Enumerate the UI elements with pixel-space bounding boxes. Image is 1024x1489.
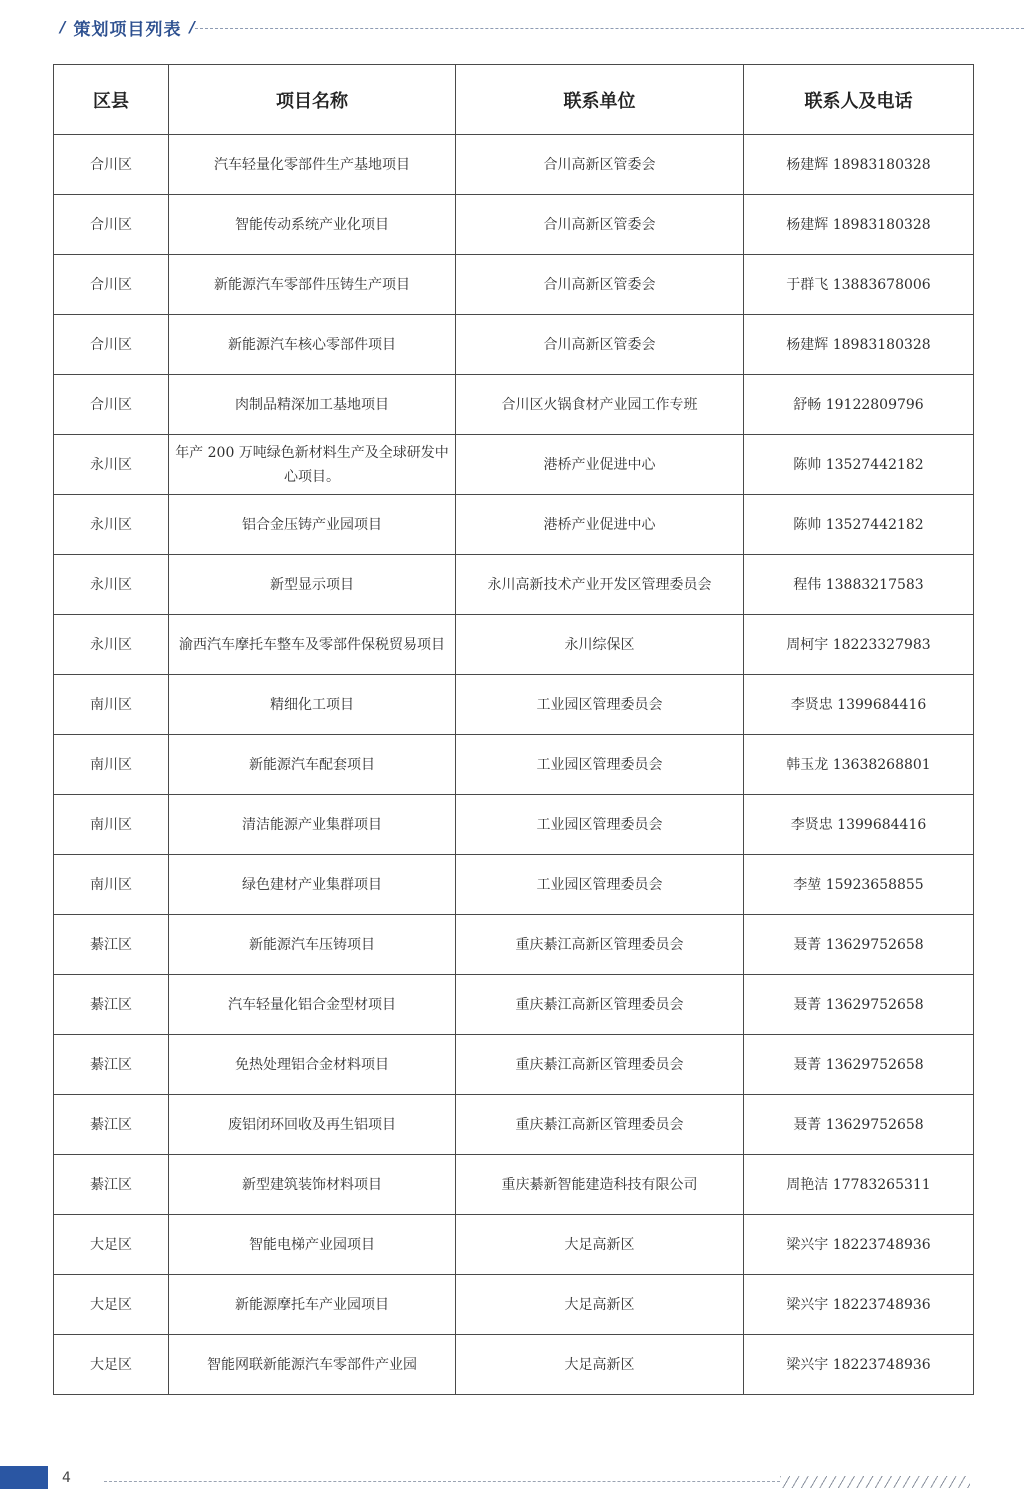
project-name-cell: 新能源汽车配套项目	[169, 735, 456, 795]
table-row	[54, 675, 974, 735]
contact-person-cell: 韩玉龙 13638268801	[744, 735, 974, 795]
contact-person-cell: 周艳洁 17783265311	[744, 1155, 974, 1215]
column-header-contact-unit: 联系单位	[456, 65, 744, 135]
project-name-cell: 智能传动系统产业化项目	[169, 195, 456, 255]
district-cell: 南川区	[54, 855, 169, 915]
table-row	[54, 255, 974, 315]
project-name-cell: 新能源汽车核心零部件项目	[169, 315, 456, 375]
contact-person-cell: 陈帅 13527442182	[744, 435, 974, 495]
contact-unit-cell: 永川综保区	[456, 615, 744, 675]
header-row	[54, 65, 974, 135]
district-cell: 綦江区	[54, 975, 169, 1035]
contact-unit-cell: 工业园区管理委员会	[456, 795, 744, 855]
contact-unit-cell: 大足高新区	[456, 1215, 744, 1275]
district-cell: 南川区	[54, 735, 169, 795]
contact-person-cell: 聂菁 13629752658	[744, 1095, 974, 1155]
contact-person-cell: 程伟 13883217583	[744, 555, 974, 615]
footer-hatch-decoration	[780, 1476, 970, 1488]
contact-person-cell: 陈帅 13527442182	[744, 495, 974, 555]
column-header-project-name: 项目名称	[169, 65, 456, 135]
column-header-district: 区县	[54, 65, 169, 135]
contact-unit-cell: 工业园区管理委员会	[456, 675, 744, 735]
project-name-cell: 精细化工项目	[169, 675, 456, 735]
contact-unit-cell: 港桥产业促进中心	[456, 495, 744, 555]
table-row	[54, 135, 974, 195]
contact-person-cell: 聂菁 13629752658	[744, 915, 974, 975]
table-row	[54, 855, 974, 915]
contact-person-cell: 杨建辉 18983180328	[744, 195, 974, 255]
project-name-cell: 智能网联新能源汽车零部件产业园	[169, 1335, 456, 1395]
contact-person-cell: 梁兴宇 18223748936	[744, 1275, 974, 1335]
table-row	[54, 1035, 974, 1095]
contact-unit-cell: 重庆綦新智能建造科技有限公司	[456, 1155, 744, 1215]
table-row	[54, 1335, 974, 1395]
table-row	[54, 1275, 974, 1335]
district-cell: 大足区	[54, 1215, 169, 1275]
district-cell: 南川区	[54, 795, 169, 855]
project-name-cell: 年产 200 万吨绿色新材料生产及全球研发中心项目。	[169, 435, 456, 495]
table-row	[54, 555, 974, 615]
district-cell: 永川区	[54, 495, 169, 555]
table-body	[54, 135, 974, 1395]
district-cell: 綦江区	[54, 1095, 169, 1155]
footer-color-block	[0, 1466, 48, 1489]
table-header	[54, 65, 974, 135]
contact-unit-cell: 合川高新区管委会	[456, 255, 744, 315]
contact-person-cell: 杨建辉 18983180328	[744, 135, 974, 195]
district-cell: 綦江区	[54, 915, 169, 975]
district-cell: 合川区	[54, 255, 169, 315]
footer-divider	[104, 1481, 780, 1482]
project-name-cell: 肉制品精深加工基地项目	[169, 375, 456, 435]
contact-unit-cell: 工业园区管理委员会	[456, 855, 744, 915]
contact-person-cell: 于群飞 13883678006	[744, 255, 974, 315]
page-title: 策划项目列表	[73, 19, 182, 40]
contact-unit-cell: 港桥产业促进中心	[456, 435, 744, 495]
project-name-cell: 新型建筑装饰材料项目	[169, 1155, 456, 1215]
table-row	[54, 195, 974, 255]
project-name-cell: 汽车轻量化铝合金型材项目	[169, 975, 456, 1035]
contact-person-cell: 周柯宇 18223327983	[744, 615, 974, 675]
contact-unit-cell: 合川高新区管委会	[456, 315, 744, 375]
table-row	[54, 1155, 974, 1215]
contact-unit-cell: 重庆綦江高新区管理委员会	[456, 915, 744, 975]
table-row	[54, 975, 974, 1035]
header-slash-left: /	[60, 18, 66, 36]
project-name-cell: 新能源摩托车产业园项目	[169, 1275, 456, 1335]
district-cell: 合川区	[54, 135, 169, 195]
contact-unit-cell: 永川高新技术产业开发区管理委员会	[456, 555, 744, 615]
table-row	[54, 315, 974, 375]
contact-person-cell: 杨建辉 18983180328	[744, 315, 974, 375]
contact-person-cell: 李堃 15923658855	[744, 855, 974, 915]
table-row	[54, 495, 974, 555]
project-name-cell: 智能电梯产业园项目	[169, 1215, 456, 1275]
table-row	[54, 1215, 974, 1275]
header-slash-right: /	[189, 18, 195, 36]
district-cell: 永川区	[54, 555, 169, 615]
district-cell: 永川区	[54, 435, 169, 495]
project-name-cell: 汽车轻量化零部件生产基地项目	[169, 135, 456, 195]
project-name-cell: 新能源汽车压铸项目	[169, 915, 456, 975]
table-row	[54, 795, 974, 855]
contact-person-cell: 聂菁 13629752658	[744, 975, 974, 1035]
page-number: 4	[62, 1470, 71, 1486]
table-row	[54, 375, 974, 435]
contact-unit-cell: 重庆綦江高新区管理委员会	[456, 975, 744, 1035]
contact-unit-cell: 工业园区管理委员会	[456, 735, 744, 795]
table-row	[54, 1095, 974, 1155]
project-name-cell: 新型显示项目	[169, 555, 456, 615]
table-row	[54, 435, 974, 495]
contact-person-cell: 梁兴宇 18223748936	[744, 1335, 974, 1395]
project-name-cell: 铝合金压铸产业园项目	[169, 495, 456, 555]
district-cell: 大足区	[54, 1335, 169, 1395]
district-cell: 永川区	[54, 615, 169, 675]
contact-person-cell: 李贤忠 1399684416	[744, 795, 974, 855]
district-cell: 南川区	[54, 675, 169, 735]
contact-unit-cell: 合川区火锅食材产业园工作专班	[456, 375, 744, 435]
contact-unit-cell: 大足高新区	[456, 1335, 744, 1395]
column-header-contact-person: 联系人及电话	[744, 65, 974, 135]
district-cell: 大足区	[54, 1275, 169, 1335]
project-name-cell: 新能源汽车零部件压铸生产项目	[169, 255, 456, 315]
district-cell: 合川区	[54, 315, 169, 375]
project-table	[53, 64, 974, 1395]
contact-unit-cell: 合川高新区管委会	[456, 135, 744, 195]
contact-person-cell: 聂菁 13629752658	[744, 1035, 974, 1095]
table-row	[54, 735, 974, 795]
contact-unit-cell: 重庆綦江高新区管理委员会	[456, 1035, 744, 1095]
district-cell: 合川区	[54, 375, 169, 435]
contact-unit-cell: 重庆綦江高新区管理委员会	[456, 1095, 744, 1155]
project-name-cell: 清洁能源产业集群项目	[169, 795, 456, 855]
contact-person-cell: 舒畅 19122809796	[744, 375, 974, 435]
project-name-cell: 免热处理铝合金材料项目	[169, 1035, 456, 1095]
header-divider	[195, 28, 1024, 29]
district-cell: 綦江区	[54, 1035, 169, 1095]
table-row	[54, 915, 974, 975]
table-row	[54, 615, 974, 675]
contact-unit-cell: 合川高新区管委会	[456, 195, 744, 255]
contact-person-cell: 梁兴宇 18223748936	[744, 1215, 974, 1275]
district-cell: 綦江区	[54, 1155, 169, 1215]
project-name-cell: 废铝闭环回收及再生铝项目	[169, 1095, 456, 1155]
contact-unit-cell: 大足高新区	[456, 1275, 744, 1335]
contact-person-cell: 李贤忠 1399684416	[744, 675, 974, 735]
district-cell: 合川区	[54, 195, 169, 255]
page-header	[60, 14, 1024, 40]
project-name-cell: 渝西汽车摩托车整车及零部件保税贸易项目	[169, 615, 456, 675]
project-name-cell: 绿色建材产业集群项目	[169, 855, 456, 915]
